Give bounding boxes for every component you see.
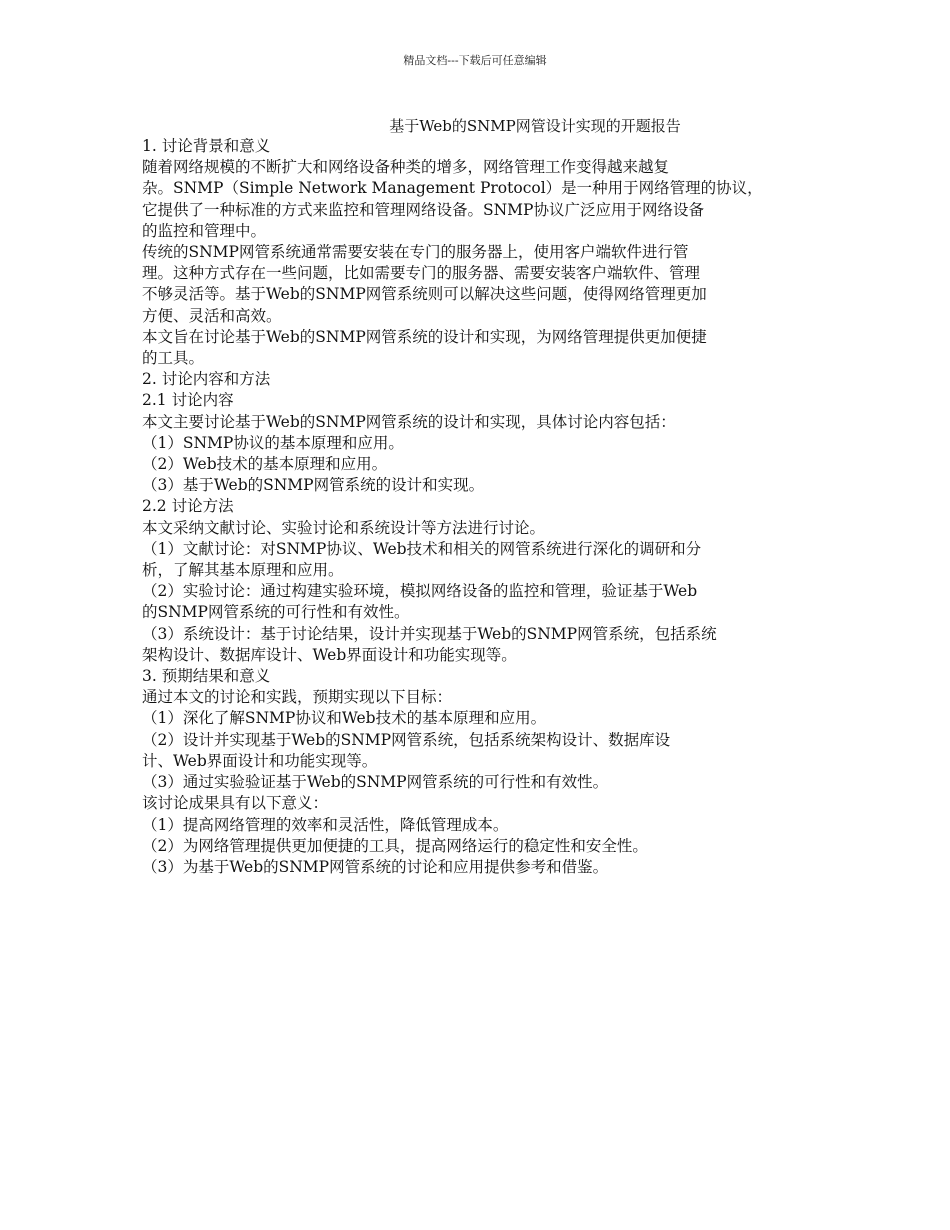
document-body — [142, 136, 814, 878]
paragraph-line: 该讨论成果具有以下意义： — [142, 794, 329, 813]
list-item: （2）设计并实现基于Web的SNMP网管系统，包括系统架构设计、数据库设 — [142, 730, 671, 749]
page-header: 精品文档---下载后可任意编辑 — [403, 54, 547, 67]
paragraph-line: 方便、灵活和高效。 — [142, 306, 282, 325]
paragraph-line: 的工具。 — [142, 349, 205, 368]
list-item: （3）系统设计：基于讨论结果，设计并实现基于Web的SNMP网管系统，包括系统 — [142, 624, 717, 643]
section-heading-1: 1. 讨论背景和意义 — [142, 137, 271, 155]
paragraph-line: 通过本文的讨论和实践，预期实现以下目标： — [142, 688, 453, 707]
paragraph-line: 本文旨在讨论基于Web的SNMP网管系统的设计和实现，为网络管理提供更加便捷 — [142, 327, 707, 346]
list-item-continuation: 的SNMP网管系统的可行性和有效性。 — [142, 603, 410, 622]
list-item: （3）基于Web的SNMP网管系统的设计和实现。 — [142, 476, 485, 495]
list-item: （1）深化了解SNMP协议和Web技术的基本原理和应用。 — [142, 709, 547, 728]
paragraph-line: 随着网络规模的不断扩大和网络设备种类的增多，网络管理工作变得越来越复 — [142, 158, 670, 177]
paragraph-line: 本文主要讨论基于Web的SNMP网管系统的设计和实现，具体讨论内容包括： — [142, 412, 676, 431]
paragraph-line: 它提供了一种标准的方式来监控和管理网络设备。SNMP协议广泛应用于网络设备 — [142, 200, 704, 219]
document-title: 基于Web的SNMP网管设计实现的开题报告 — [389, 117, 681, 135]
paragraph-line: 理。这种方式存在一些问题，比如需要专门的服务器、需要安装客户端软件、管理 — [142, 264, 701, 283]
paragraph-line: 杂。SNMP（Simple Network Management Protocol）是一种用于网络管理的协议， — [142, 179, 763, 198]
list-item-continuation: 架构设计、数据库设计、Web界面设计和功能实现等。 — [142, 645, 517, 664]
list-item: （1）SNMP协议的基本原理和应用。 — [142, 433, 404, 452]
list-item: （2）实验讨论：通过构建实验环境，模拟网络设备的监控和管理，验证基于Web — [142, 582, 698, 601]
section-heading-3: 3. 预期结果和意义 — [142, 667, 271, 686]
list-item: （3）通过实验验证基于Web的SNMP网管系统的可行性和有效性。 — [142, 773, 609, 792]
paragraph-line: 的监控和管理中。 — [142, 221, 267, 240]
paragraph-line: 传统的SNMP网管系统通常需要安装在专门的服务器上，使用客户端软件进行管 — [142, 243, 689, 262]
list-item: （3）为基于Web的SNMP网管系统的讨论和应用提供参考和借鉴。 — [142, 857, 609, 876]
list-item-continuation: 计、Web界面设计和功能实现等。 — [142, 751, 378, 770]
list-item-continuation: 析，了解其基本原理和应用。 — [142, 561, 344, 580]
list-item: （2）Web技术的基本原理和应用。 — [142, 455, 388, 474]
list-item: （1）文献讨论：对SNMP协议、Web技术和相关的网管系统进行深化的调研和分 — [142, 539, 702, 558]
list-item: （2）为网络管理提供更加便捷的工具，提高网络运行的稳定性和安全性。 — [142, 836, 648, 855]
paragraph-line: 本文采纳文献讨论、实验讨论和系统设计等方法进行讨论。 — [142, 518, 546, 537]
subsection-heading-2-1: 2.1 讨论内容 — [142, 391, 234, 410]
subsection-heading-2-2: 2.2 讨论方法 — [142, 497, 234, 516]
list-item: （1）提高网络管理的效率和灵活性，降低管理成本。 — [142, 815, 509, 834]
paragraph-line: 不够灵活等。基于Web的SNMP网管系统则可以解决这些问题，使得网络管理更加 — [142, 285, 707, 304]
section-heading-2: 2. 讨论内容和方法 — [142, 370, 271, 389]
